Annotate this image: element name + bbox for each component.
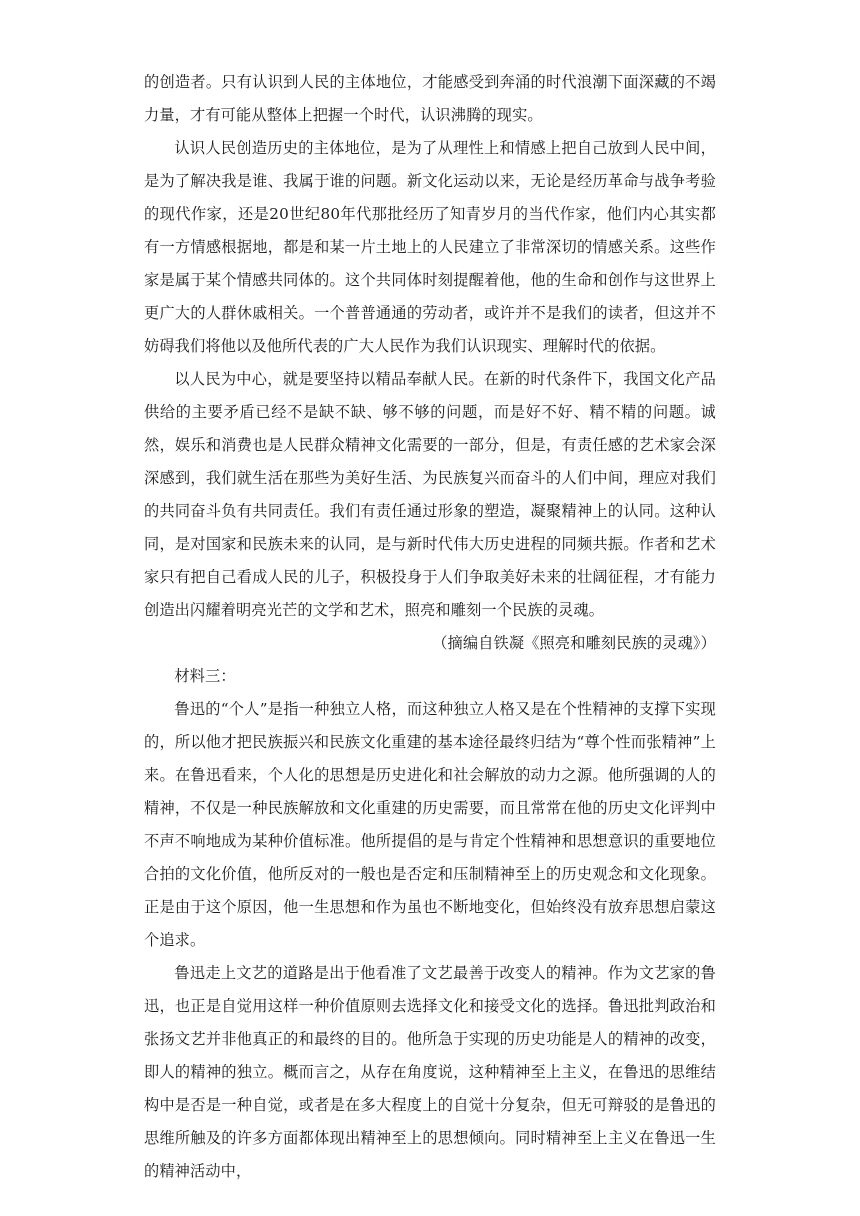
- paragraph-luxun-individual: 鲁迅的“个人”是指一种独立人格，而这种独立人格又是在个性精神的支撑下实现的，所以他才把民族振兴和民族文化重建的基本途径最终归结为“尊个性而张精神”上来。在鲁迅看来，个人化的思想是历史进化和社会解放的动力之源。他所强调的人的精神，不仅是一种民族解放和文化重建的历史需要，而且常常在他的历史文化评判中不声不响地成为某种价值标准。他所提倡的是与肯定个性精神和思想意识的重要地位合拍的文化价值，他所反对的一般也是否定和压制精神至上的历史观念和文化现象。正是由于这个原因，他一生思想和作为虽也不断地变化，但始终没有放弃思想启蒙这个追求。: [144, 700, 716, 949]
- material-three-heading: 材料三：: [174, 667, 236, 685]
- paragraph-continuation: 的创造者。只有认识到人民的主体地位，才能感受到奔涌的时代浪潮下面深藏的不竭力量，才有可能从整体上把握一个时代，认识沸腾的现实。: [144, 73, 716, 124]
- source-citation: （摘编自铁凝《照亮和雕刻民族的灵魂》）: [432, 634, 716, 652]
- paragraph-people-center: 以人民为中心，就是要坚持以精品奉献人民。在新的时代条件下，我国文化产品供给的主要矛盾已经不是缺不缺、够不够的问题，而是好不好、精不精的问题。诚然，娱乐和消费也是人民群众精神文化需要的一部分，但是，有责任感的艺术家会深深感到，我们就生活在那些为美好生活、为民族复兴而奋斗的人们中间，理应对我们的共同奋斗负有共同责任。我们有责任通过形象的塑造，凝聚精神上的认同。这种认同，是对国家和民族未来的认同，是与新时代伟大历史进程的同频共振。作者和艺术家只有把自己看成人民的儿子，积极投身于人们争取美好未来的壮阔征程，才有能力创造出闪耀着明亮光芒的文学和艺术，照亮和雕刻一个民族的灵魂。: [144, 370, 716, 619]
- paragraph-luxun-literature: 鲁迅走上文艺的道路是出于他看准了文艺最善于改变人的精神。作为文艺家的鲁迅，也正是自觉用这样一种价值原则去选择文化和接受文化的选择。鲁迅批判政治和张扬文艺并非他真正的和最终的目的。他所急于实现的历史功能是人的精神的改变，即人的精神的独立。概而言之，从存在角度说，这种精神至上主义，在鲁迅的思维结构中是否是一种自觉，或者是在多大程度上的自觉十分复杂，但无可辩驳的是鲁迅的思维所触及的许多方面都体现出精神至上的思想倾向。同时精神至上主义在鲁迅一生的精神活动中，: [144, 964, 716, 1180]
- document-page: [144, 66, 716, 1188]
- paragraph-people-subject: 认识人民创造历史的主体地位，是为了从理性上和情感上把自己放到人民中间，是为了解决我是谁、我属于谁的问题。新文化运动以来，无论是经历革命与战争考验的现代作家，还是20世纪80年代那批经历了知青岁月的当代作家，他们内心其实都有一方情感根据地，都是和某一片土地上的人民建立了非常深切的情感关系。这些作家是属于某个情感共同体的。这个共同体时刻提醒着他，他的生命和创作与这世界上更广大的人群休戚相关。一个普普通通的劳动者，或许并不是我们的读者，但这并不妨碍我们将他以及他所代表的广大人民作为我们认识现实、理解时代的依据。: [144, 139, 716, 355]
